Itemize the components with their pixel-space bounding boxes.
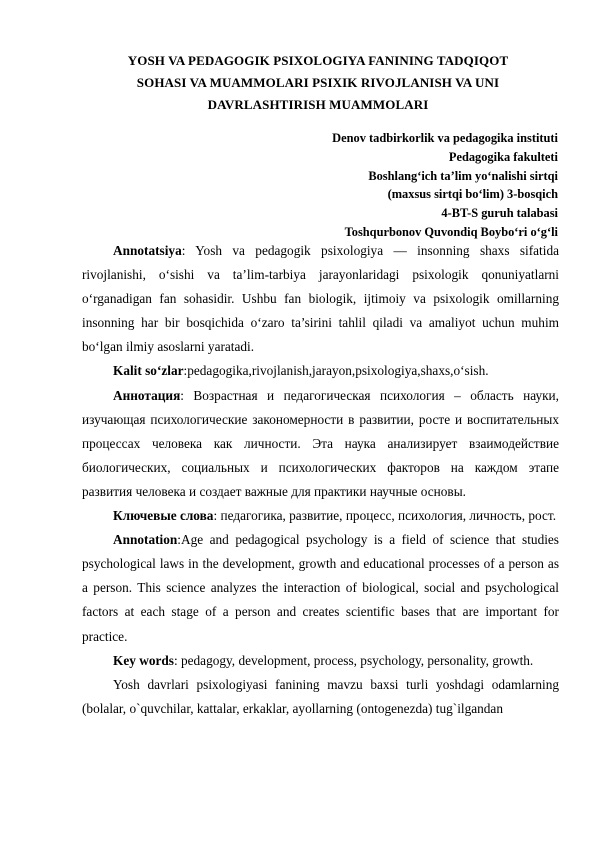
author-faculty: Pedagogika fakulteti [448,149,558,164]
author-course: (maxsus sirtqi bo‘lim) 3-bosqich [387,187,558,202]
abstract-uzbek [82,239,559,359]
author-program: Boshlang‘ich ta’lim yo‘nalishi sirtqi [368,168,558,183]
author-institute: Denov tadbirkorlik va pedagogika instituti [332,131,558,145]
keywords-english-label: Key words [113,652,174,668]
paper-body [82,239,559,721]
author-block [228,129,558,242]
keywords-uzbek [82,359,559,383]
author-name: Toshqurbonov Quvondiq Boybo‘ri o‘g‘li [344,224,558,239]
keywords-russian-label: Ключевые слова [113,508,214,524]
title-line-3: DAVRLASHTIRISH MUAMMOLARI [207,97,429,112]
keywords-russian [82,504,559,528]
abstract-uzbek-label: Annotatsiya [113,243,182,258]
keywords-uzbek-text: :pedagogika,rivojlanish,jarayon,psixologiya,shaxs,o‘sish. [183,363,489,379]
keywords-russian-text: : педагогика, развитие, процесс, психология, личность, рост. [213,508,557,524]
author-group: 4-BT-S guruh talabasi [441,206,558,221]
abstract-russian-text: : Возрастная и педагогическая психология – область науки, изучающая психологические закономерности в развитии, росте и воспитательных процессах человека как личности. Эта наука анализирует взаимодействие биологических, социальных и психологических факторов на каждом этапе развития человека и создает важные для практики научные основы. [82,387,559,499]
paper-title [82,50,554,116]
abstract-russian [82,384,559,504]
abstract-russian-label: Аннотация [113,387,181,403]
title-line-2: SOHASI VA MUAMMOLARI PSIXIK RIVOJLANISH VA UNI [136,75,500,90]
title-line-1: YOSH VA PEDAGOGIK PSIXOLOGIYA FANINING TADQIQOT [127,53,509,68]
abstract-english-text: :Age and pedagogical psychology is a field of science that studies psychological laws in the development, growth and educational processes of a person as a person. This science analyzes the interaction of biological, social and psychological factors at each stage of a person and creates scientific bases that are important for practice. [82,532,559,644]
abstract-uzbek-text: : Yosh va pedagogik psixologiya — insonning shaxs sifatida rivojlanishi, o‘sishi va ta’lim-tarbiya jarayonlaridagi psixologik qonuniyatlarni o‘rganadigan fan sohasidir. Ushbu fan biologik, ijtimoiy va psixologik omillarning insonning har bir bosqichida o‘zaro ta’sirini tahlil qiladi va amaliyot uchun muhim bo‘lgan ilmiy asoslarni yaratadi. [82,243,559,355]
abstract-english-label: Annotation [113,532,178,548]
keywords-english-text: : pedagogy, development, process, psychology, personality, growth. [173,652,534,668]
keywords-uzbek-label: Kalit so‘zlar [113,363,184,379]
abstract-english [82,528,559,648]
body-paragraph: Yosh davrlari psixologiyasi fanining mavzu baxsi turli yoshdagi odamlarning (bolalar, o`quvchilar, kattalar, erkaklar, ayollarning (ontogenezda) tug`ilgandan [82,676,559,716]
keywords-english [82,649,559,673]
